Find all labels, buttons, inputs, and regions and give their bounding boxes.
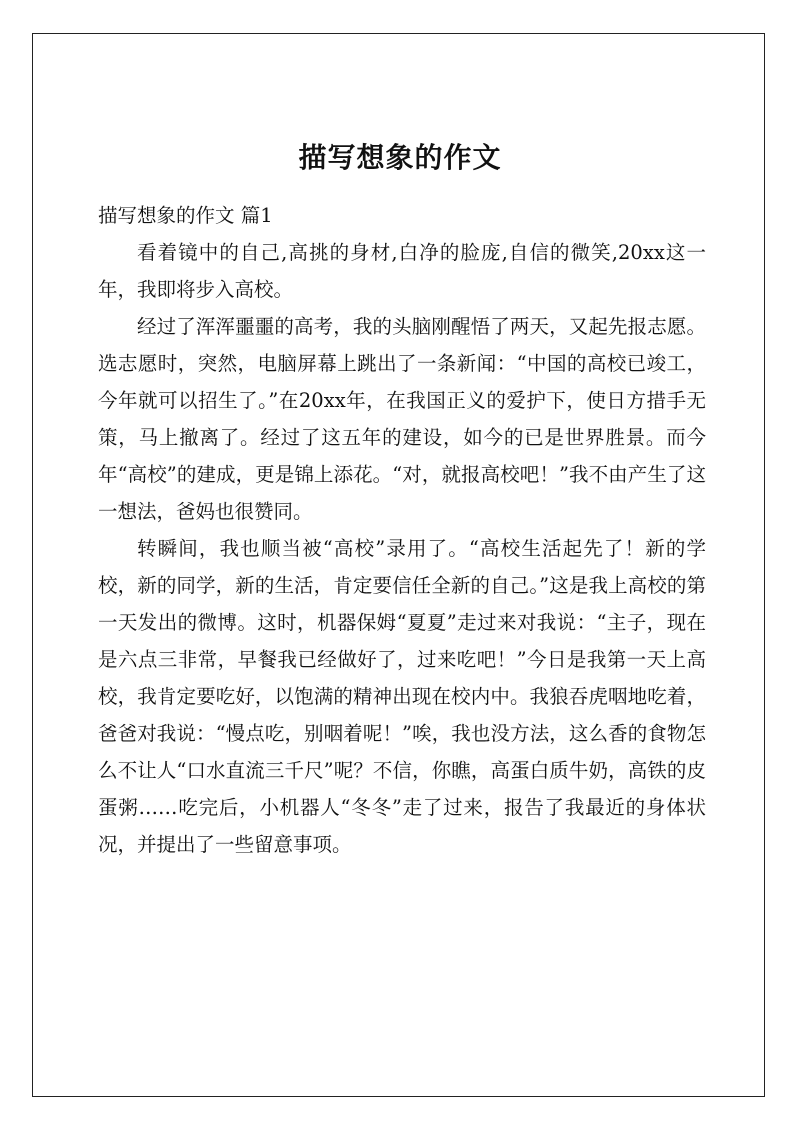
document-body <box>98 197 706 863</box>
paragraph-2: 经过了浑浑噩噩的高考，我的头脑刚醒悟了两天，又起先报志愿。选志愿时，突然，电脑屏幕上跳出了一条新闻：“中国的高校已竣工，今年就可以招生了。”在20xx年，在我国正义的爱护下，使日方措手无策，马上撤离了。经过了这五年的建设，如今的已是世界胜景。而今年“高校”的建成，更是锦上添花。“对，就报高校吧！”我不由产生了这一想法，爸妈也很赞同。 <box>98 315 706 523</box>
document-title: 描写想象的作文 <box>298 140 502 174</box>
section-heading: 描写想象的作文 篇1 <box>98 204 273 227</box>
paragraph-1: 看着镜中的自己,高挑的身材,白净的脸庞,自信的微笑,20xx这一年，我即将步入高校。 <box>98 241 706 301</box>
paragraph-3: 转瞬间，我也顺当被“高校”录用了。“高校生活起先了！新的学校，新的同学，新的生活，肯定要信任全新的自己。”这是我上高校的第一天发出的微博。这时，机器保姆“夏夏”走过来对我说：“主子，现在是六点三非常，早餐我已经做好了，过来吃吧！”今日是我第一天上高校，我肯定要吃好，以饱满的精神出现在校内中。我狼吞虎咽地吃着，爸爸对我说：“慢点吃，别咽着呢！”唉，我也没方法，这么香的食物怎么不让人“口水直流三千尺”呢？不信，你瞧，高蛋白质牛奶，高铁的皮蛋粥……吃完后，小机器人“冬冬”走了过来，报告了我最近的身体状况，并提出了一些留意事项。 <box>98 537 706 856</box>
